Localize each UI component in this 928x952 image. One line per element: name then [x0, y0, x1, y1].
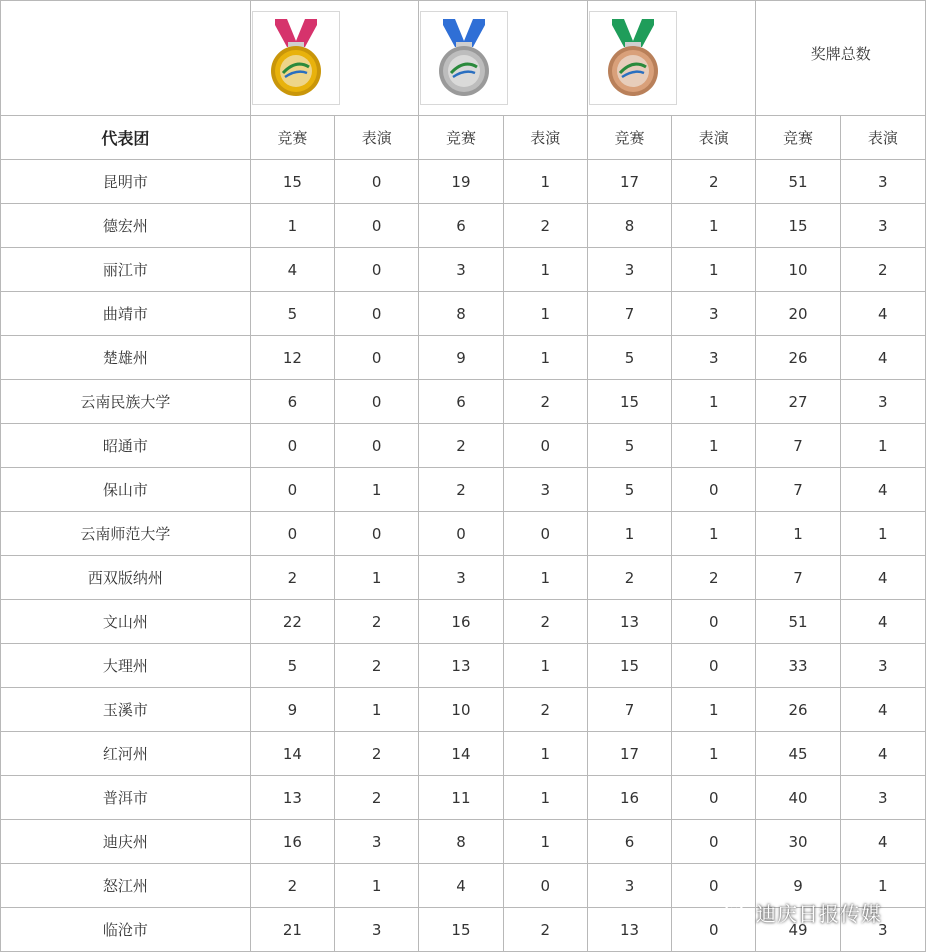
medal-count: 15: [756, 204, 840, 248]
medal-count: 15: [587, 644, 671, 688]
delegation-name: 文山州: [1, 600, 251, 644]
medal-count: 0: [335, 512, 419, 556]
medal-count: 0: [672, 776, 756, 820]
sub-header: 表演: [335, 116, 419, 160]
medal-count: 1: [335, 864, 419, 908]
medal-count: 15: [587, 380, 671, 424]
wechat-icon: [724, 899, 750, 925]
medal-count: 2: [503, 204, 587, 248]
table-row: [1, 732, 926, 776]
medal-count: 0: [335, 204, 419, 248]
sub-header: 竞赛: [587, 116, 671, 160]
medal-count: 3: [503, 468, 587, 512]
medal-count: 1: [503, 292, 587, 336]
medal-count: 4: [840, 732, 925, 776]
medal-count: 5: [587, 424, 671, 468]
watermark-text: 迪庆日报传媒: [756, 901, 882, 926]
medal-count: 1: [503, 556, 587, 600]
medal-count: 16: [419, 600, 503, 644]
medal-count: 5: [587, 468, 671, 512]
medal-count: 3: [587, 248, 671, 292]
medal-count: 7: [587, 688, 671, 732]
medal-count: 3: [672, 292, 756, 336]
medal-count: 0: [335, 380, 419, 424]
delegation-name: 普洱市: [1, 776, 251, 820]
medal-count: 7: [756, 468, 840, 512]
table-row: [1, 556, 926, 600]
medal-count: 14: [419, 732, 503, 776]
medal-count: 1: [335, 556, 419, 600]
medal-count: 2: [250, 556, 334, 600]
medal-count: 4: [840, 556, 925, 600]
medal-count: 13: [250, 776, 334, 820]
medal-count: 1: [587, 512, 671, 556]
medal-count: 13: [587, 908, 671, 952]
medal-count: 2: [335, 776, 419, 820]
medal-count: 2: [840, 248, 925, 292]
silver-medal-icon: [420, 11, 508, 105]
delegation-name: 曲靖市: [1, 292, 251, 336]
medal-count: 1: [672, 424, 756, 468]
medal-count: 1: [503, 820, 587, 864]
sub-header: 表演: [503, 116, 587, 160]
silver-medal-cell: [419, 1, 588, 116]
delegation-header: 代表团: [1, 116, 251, 160]
medal-count: 21: [250, 908, 334, 952]
medal-count: 16: [587, 776, 671, 820]
medal-count: 26: [756, 688, 840, 732]
sub-header: 竞赛: [250, 116, 334, 160]
table-row: [1, 248, 926, 292]
medal-count: 1: [335, 688, 419, 732]
medal-count: 1: [503, 776, 587, 820]
medal-count: 4: [250, 248, 334, 292]
medal-count: 1: [335, 468, 419, 512]
medal-count: 3: [672, 336, 756, 380]
medal-count: 8: [419, 292, 503, 336]
medal-count: 27: [756, 380, 840, 424]
medal-count: 17: [587, 732, 671, 776]
gold-medal-icon: [252, 11, 340, 105]
delegation-name: 西双版纳州: [1, 556, 251, 600]
medal-count: 40: [756, 776, 840, 820]
medal-count: 19: [419, 160, 503, 204]
medal-count: 1: [672, 732, 756, 776]
medal-count: 5: [587, 336, 671, 380]
delegation-name: 保山市: [1, 468, 251, 512]
medal-count: 0: [335, 160, 419, 204]
sub-header: 竞赛: [419, 116, 503, 160]
medal-count: 3: [840, 160, 925, 204]
medal-count: 2: [419, 424, 503, 468]
medal-count: 3: [840, 204, 925, 248]
medal-count: 1: [250, 204, 334, 248]
medal-count: 13: [587, 600, 671, 644]
delegation-name: 怒江州: [1, 864, 251, 908]
medal-count: 9: [419, 336, 503, 380]
delegation-name: 云南师范大学: [1, 512, 251, 556]
medal-count: 2: [672, 556, 756, 600]
medal-count: 0: [250, 512, 334, 556]
delegation-name: 玉溪市: [1, 688, 251, 732]
medal-count: 2: [335, 644, 419, 688]
table-row: [1, 336, 926, 380]
medal-count: 51: [756, 160, 840, 204]
medal-count: 14: [250, 732, 334, 776]
medal-count: 45: [756, 732, 840, 776]
medal-count: 0: [672, 468, 756, 512]
medal-count: 0: [419, 512, 503, 556]
medal-count: 12: [250, 336, 334, 380]
medal-count: 3: [419, 556, 503, 600]
medal-count: 0: [335, 248, 419, 292]
medal-count: 3: [587, 864, 671, 908]
medal-count: 2: [503, 600, 587, 644]
medal-count: 13: [419, 644, 503, 688]
medal-count: 0: [250, 424, 334, 468]
medal-count: 6: [587, 820, 671, 864]
medal-count: 5: [250, 644, 334, 688]
medal-count: 9: [756, 864, 840, 908]
medal-count: 0: [503, 512, 587, 556]
medal-count: 2: [503, 380, 587, 424]
medal-count: 1: [503, 336, 587, 380]
medal-count: 0: [503, 864, 587, 908]
medal-count: 1: [503, 160, 587, 204]
medal-count: 20: [756, 292, 840, 336]
table-row: [1, 160, 926, 204]
table-row: [1, 380, 926, 424]
table-row: [1, 644, 926, 688]
medal-count: 1: [840, 512, 925, 556]
medal-count: 4: [840, 468, 925, 512]
table-row: [1, 468, 926, 512]
medal-count: 1: [840, 864, 925, 908]
medal-count: 1: [503, 644, 587, 688]
medal-count: 1: [503, 732, 587, 776]
medal-count: 1: [756, 512, 840, 556]
medal-count: 4: [840, 820, 925, 864]
table-row: [1, 204, 926, 248]
medal-count: 1: [503, 248, 587, 292]
medal-count: 15: [419, 908, 503, 952]
medal-count: 7: [756, 556, 840, 600]
medal-count: 3: [840, 908, 925, 952]
medal-count: 0: [250, 468, 334, 512]
delegation-name: 迪庆州: [1, 820, 251, 864]
medal-count: 33: [756, 644, 840, 688]
medal-count: 2: [503, 908, 587, 952]
medal-count: 2: [335, 600, 419, 644]
table-row: [1, 512, 926, 556]
medal-count: 16: [250, 820, 334, 864]
gold-medal-cell: [250, 1, 419, 116]
watermark: [724, 896, 882, 928]
medal-count: 0: [335, 336, 419, 380]
medal-count: 0: [672, 600, 756, 644]
medal-count: 30: [756, 820, 840, 864]
bronze-medal-icon: [589, 11, 677, 105]
delegation-name: 昭通市: [1, 424, 251, 468]
delegation-name: 云南民族大学: [1, 380, 251, 424]
medal-count: 1: [672, 248, 756, 292]
delegation-name: 德宏州: [1, 204, 251, 248]
medal-count: 0: [672, 864, 756, 908]
medal-count: 0: [503, 424, 587, 468]
medal-count: 2: [503, 688, 587, 732]
medal-count: 0: [672, 908, 756, 952]
table-row: [1, 424, 926, 468]
delegation-name: 临沧市: [1, 908, 251, 952]
sub-header: 竞赛: [756, 116, 840, 160]
medal-count: 2: [672, 160, 756, 204]
delegation-name: 大理州: [1, 644, 251, 688]
medal-count: 5: [250, 292, 334, 336]
medal-count: 8: [587, 204, 671, 248]
medal-count: 2: [250, 864, 334, 908]
medal-count: 1: [672, 512, 756, 556]
medal-count: 3: [840, 644, 925, 688]
delegation-name: 楚雄州: [1, 336, 251, 380]
medal-count: 4: [840, 600, 925, 644]
total-medals-header: 奖牌总数: [756, 1, 926, 116]
medal-count: 1: [672, 204, 756, 248]
medal-count: 4: [840, 292, 925, 336]
medal-count: 2: [335, 732, 419, 776]
medal-count: 7: [756, 424, 840, 468]
medal-count: 15: [250, 160, 334, 204]
medal-count: 11: [419, 776, 503, 820]
medal-count: 6: [419, 380, 503, 424]
medal-count: 22: [250, 600, 334, 644]
table-row: [1, 776, 926, 820]
bronze-medal-cell: [587, 1, 756, 116]
medal-count: 26: [756, 336, 840, 380]
medal-count: 4: [840, 688, 925, 732]
table-row: [1, 292, 926, 336]
medal-count: 3: [335, 820, 419, 864]
medal-count: 10: [756, 248, 840, 292]
medal-count: 2: [587, 556, 671, 600]
medal-count: 4: [840, 336, 925, 380]
medal-count: 0: [335, 424, 419, 468]
medal-count: 1: [672, 688, 756, 732]
medal-count: 51: [756, 600, 840, 644]
medal-count: 0: [335, 292, 419, 336]
sub-header: 表演: [840, 116, 925, 160]
medal-count: 3: [419, 248, 503, 292]
medal-count: 49: [756, 908, 840, 952]
medal-count: 1: [840, 424, 925, 468]
medal-count: 3: [840, 776, 925, 820]
delegation-name: 红河州: [1, 732, 251, 776]
medal-count: 0: [672, 644, 756, 688]
medal-count: 9: [250, 688, 334, 732]
medal-count: 8: [419, 820, 503, 864]
delegation-name: 丽江市: [1, 248, 251, 292]
medal-count: 3: [840, 380, 925, 424]
medal-count: 7: [587, 292, 671, 336]
medal-count: 6: [250, 380, 334, 424]
corner-cell: [1, 1, 251, 116]
medal-count: 2: [419, 468, 503, 512]
medal-count: 17: [587, 160, 671, 204]
table-row: [1, 820, 926, 864]
medal-header-row: [1, 1, 926, 116]
subheader-row: [1, 116, 926, 160]
medal-count: 4: [419, 864, 503, 908]
medal-count: 3: [335, 908, 419, 952]
medal-count: 0: [672, 820, 756, 864]
table-row: [1, 600, 926, 644]
delegation-name: 昆明市: [1, 160, 251, 204]
medal-count: 6: [419, 204, 503, 248]
medal-count: 10: [419, 688, 503, 732]
table-row: [1, 688, 926, 732]
sub-header: 表演: [672, 116, 756, 160]
medal-count: 1: [672, 380, 756, 424]
